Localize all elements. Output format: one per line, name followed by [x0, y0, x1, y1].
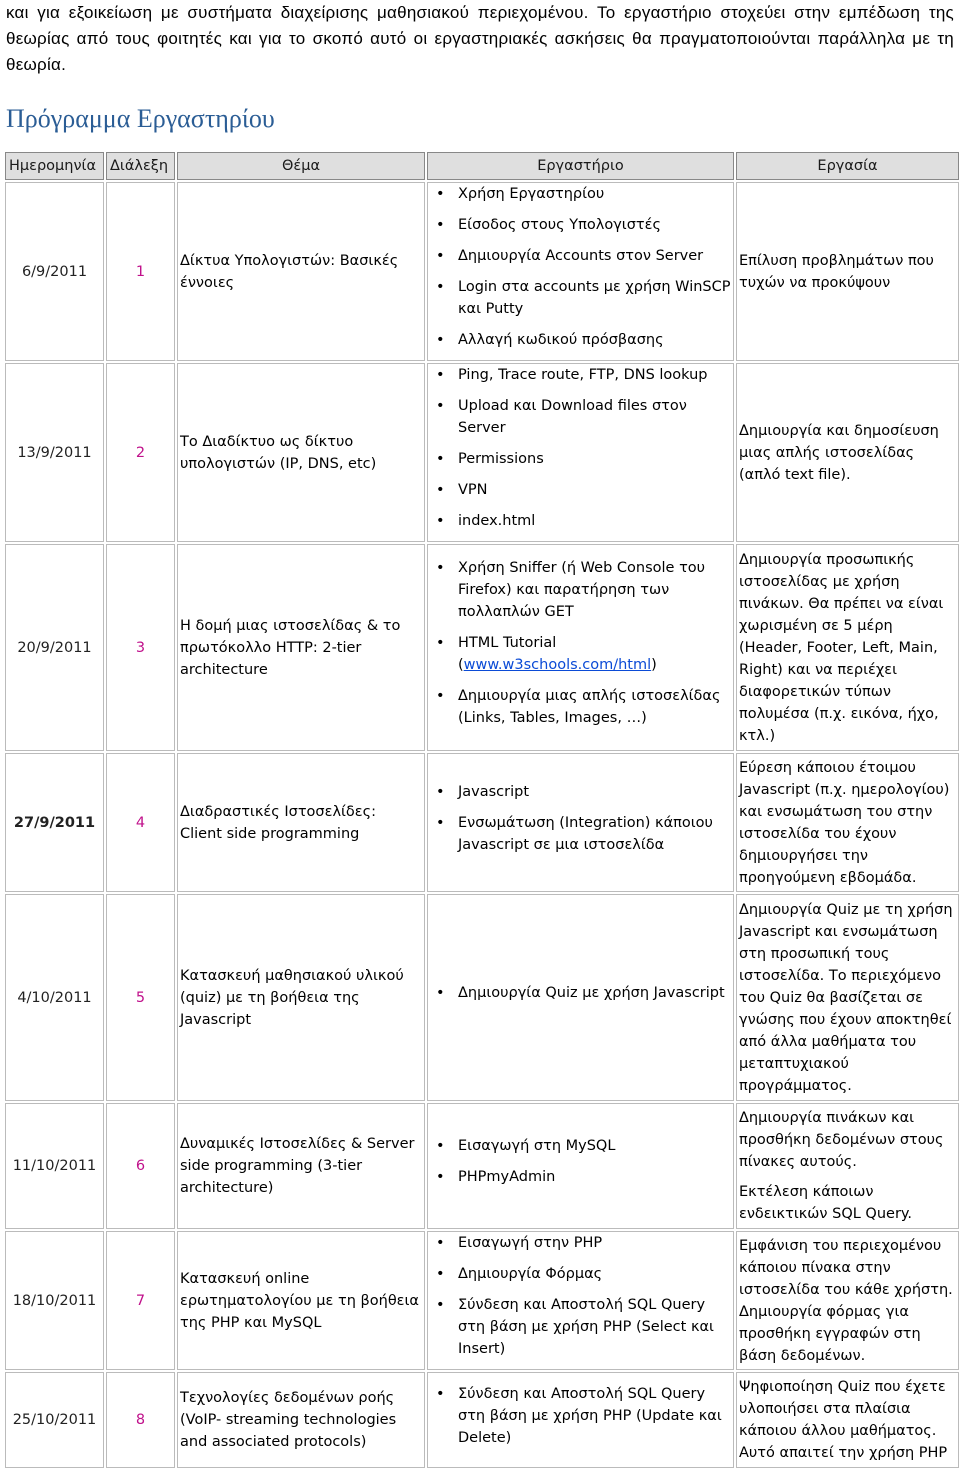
assignment-text: Εύρεση κάποιου έτοιμου Javascript (π.χ. ημερολογίου) και ενσωμάτωση του στην ιστοσελίδα του έχουν δημιουργήσει την προηγούμενη εβδομάδα.: [739, 759, 950, 886]
lab-item: • Σύνδεση και Αποστολή SQL Query στη βάση με χρήση PHP (Select και Insert): [458, 1294, 731, 1360]
assignment-text: Εμφάνιση του περιεχομένου κάποιου πίνακα στην ιστοσελίδα του κάθε χρήστη. Δημιουργία φόρμας για προσθήκη εγγραφών στη βάση δεδομένων.: [739, 1237, 953, 1364]
row-date: 18/10/2011: [5, 1231, 104, 1370]
row-lab-activities: [427, 363, 734, 542]
row-topic: Διαδραστικές Ιστοσελίδες: Client side programming: [177, 753, 425, 892]
table-row: [5, 1103, 959, 1229]
assignment-text: Δημιουργία προσωπικής ιστοσελίδας με χρήση πινάκων. Θα πρέπει να είναι χωρισμένη σε 5 μέρη (Header, Footer, Left, Main, Right) και να περιέχει διαφορετικών τύπων πολυμέσα (π.χ. εικόνα, ήχο, κτλ.): [739, 551, 944, 744]
w3schools-link[interactable]: www.w3schools.com/html: [463, 657, 652, 673]
row-assignment: [736, 1103, 959, 1229]
lab-item: • Permissions: [458, 448, 731, 470]
row-date: 4/10/2011: [5, 894, 104, 1101]
row-lab-activities: [427, 894, 734, 1101]
lab-item: • Δημιουργία μιας απλής ιστοσελίδας (Links, Tables, Images, …): [458, 685, 731, 729]
table-row: [5, 1231, 959, 1370]
row-date: 11/10/2011: [5, 1103, 104, 1229]
lab-item: • HTML Tutorial (www.w3schools.com/html): [458, 632, 731, 676]
row-lecture-number: 2: [106, 363, 175, 542]
lab-item: • Δημιουργία Accounts στον Server: [458, 245, 731, 267]
row-assignment: [736, 182, 959, 361]
row-topic: Κατασκευή μαθησιακού υλικού (quiz) με τη βοήθεια της Javascript: [177, 894, 425, 1101]
row-lecture-number: 8: [106, 1372, 175, 1468]
header-assignment: Εργασία: [736, 152, 959, 180]
row-topic: Δίκτυα Υπολογιστών: Βασικές έννοιες: [177, 182, 425, 361]
lab-schedule-table: [3, 150, 960, 1470]
row-lecture-number: 5: [106, 894, 175, 1101]
intro-paragraph: και για εξοικείωση με συστήματα διαχείρισης μαθησιακού περιεχομένου. Το εργαστήριο στοχεύει στην εμπέδωση της θεωρίας από τους φοιτητές και για το σκοπό αυτό οι εργαστηριακές ασκήσεις θα πραγματοποιούνται παράλληλα με τη θεωρία.: [6, 3, 954, 74]
row-date: 6/9/2011: [5, 182, 104, 361]
row-assignment: [736, 1372, 959, 1468]
row-date: 25/10/2011: [5, 1372, 104, 1468]
table-row: [5, 544, 959, 751]
lab-item: • Ping, Trace route, FTP, DNS lookup: [458, 364, 731, 386]
assignment-text: Δημιουργία Quiz με τη χρήση Javascript και ενσωμάτωση στη προσωπική τους ιστοσελίδα. Το περιεχόμενο του Quiz θα βασίζεται σε γνώσης που έχουν αποκτηθεί από άλλα μαθήματα του μεταπτυχιακού προγράμματος.: [739, 901, 953, 1094]
lab-item: • Upload και Download files στον Server: [458, 395, 731, 439]
lab-item: • Χρήση Sniffer (ή Web Console του Firefox) και παρατήρηση των πολλαπλών GET: [458, 557, 731, 623]
header-topic: Θέμα: [177, 152, 425, 180]
row-lab-activities: [427, 1231, 734, 1370]
assignment-text: Επίλυση προβλημάτων που τυχών να προκύψουν: [739, 252, 934, 291]
assignment-text: Εκτέλεση κάποιων ενδεικτικών SQL Query.: [739, 1184, 913, 1222]
row-assignment: [736, 1231, 959, 1370]
row-lecture-number: 4: [106, 753, 175, 892]
lab-item: • Σύνδεση και Αποστολή SQL Query στη βάση με χρήση PHP (Update και Delete): [458, 1383, 731, 1449]
lab-item: • index.html: [458, 510, 731, 532]
lab-item: • PHPmyAdmin: [458, 1166, 731, 1188]
assignment-text: Ψηφιοποίηση Quiz που έχετε υλοποιήσει στα πλαίσια κάποιου άλλου μαθήματος. Αυτό απαιτεί την χρήση PHP: [739, 1379, 948, 1461]
assignment-text: Δημιουργία πινάκων και προσθήκη δεδομένων στους πίνακες αυτούς.: [739, 1110, 944, 1170]
row-topic: Δυναμικές Ιστοσελίδες & Server side programming (3-tier architecture): [177, 1103, 425, 1229]
row-topic: Τεχνολογίες δεδομένων ροής (VoIP- streaming technologies and associated protocols): [177, 1372, 425, 1468]
row-topic: Το Διαδίκτυο ως δίκτυο υπολογιστών (IP, DNS, etc): [177, 363, 425, 542]
lab-item: • Χρήση Εργαστηρίου: [458, 183, 731, 205]
lab-item: • Είσοδος στους Υπολογιστές: [458, 214, 731, 236]
row-topic: Η δομή μιας ιστοσελίδας & το πρωτόκολλο HTTP: 2-tier architecture: [177, 544, 425, 751]
row-lab-activities: [427, 544, 734, 751]
lab-item: • Δημιουργία Φόρμας: [458, 1263, 731, 1285]
row-lab-activities: [427, 753, 734, 892]
row-lab-activities: [427, 182, 734, 361]
row-lab-activities: [427, 1372, 734, 1468]
header-date: Ημερομηνία: [5, 152, 104, 180]
row-assignment: [736, 894, 959, 1101]
row-date: 13/9/2011: [5, 363, 104, 542]
assignment-text: Δημιουργία και δημοσίευση μιας απλής ιστοσελίδας (απλό text file).: [739, 422, 939, 483]
lab-item: • Δημιουργία Quiz με χρήση Javascript: [458, 982, 731, 1004]
row-lecture-number: 1: [106, 182, 175, 361]
row-lab-activities: [427, 1103, 734, 1229]
table-row: [5, 363, 959, 542]
row-lecture-number: 3: [106, 544, 175, 751]
table-row: [5, 182, 959, 361]
row-lecture-number: 7: [106, 1231, 175, 1370]
section-title: Πρόγραμμα Εργαστηρίου: [6, 104, 275, 133]
header-lab: Εργαστήριο: [427, 152, 734, 180]
lab-item: • Ενσωμάτωση (Integration) κάποιου Javascript σε μια ιστοσελίδα: [458, 812, 731, 856]
lab-item: • Εισαγωγή στη MySQL: [458, 1135, 731, 1157]
row-lecture-number: 6: [106, 1103, 175, 1229]
header-lecture: Διάλεξη: [106, 152, 175, 180]
table-row: [5, 753, 959, 892]
row-assignment: [736, 363, 959, 542]
lab-item: • Εισαγωγή στην PHP: [458, 1232, 731, 1254]
lab-item: • VPN: [458, 479, 731, 501]
table-row: [5, 1372, 959, 1468]
table-header-row: [5, 152, 959, 180]
row-topic: Κατασκευή online ερωτηματολογίου με τη βοήθεια της PHP και MySQL: [177, 1231, 425, 1370]
row-assignment: [736, 753, 959, 892]
lab-item: • Αλλαγή κωδικού πρόσβασης: [458, 329, 731, 351]
row-date: 20/9/2011: [5, 544, 104, 751]
lab-item: • Login στα accounts με χρήση WinSCP και Putty: [458, 276, 731, 320]
row-date: 27/9/2011: [5, 753, 104, 892]
lab-item: • Javascript: [458, 781, 731, 803]
table-row: [5, 894, 959, 1101]
row-assignment: [736, 544, 959, 751]
